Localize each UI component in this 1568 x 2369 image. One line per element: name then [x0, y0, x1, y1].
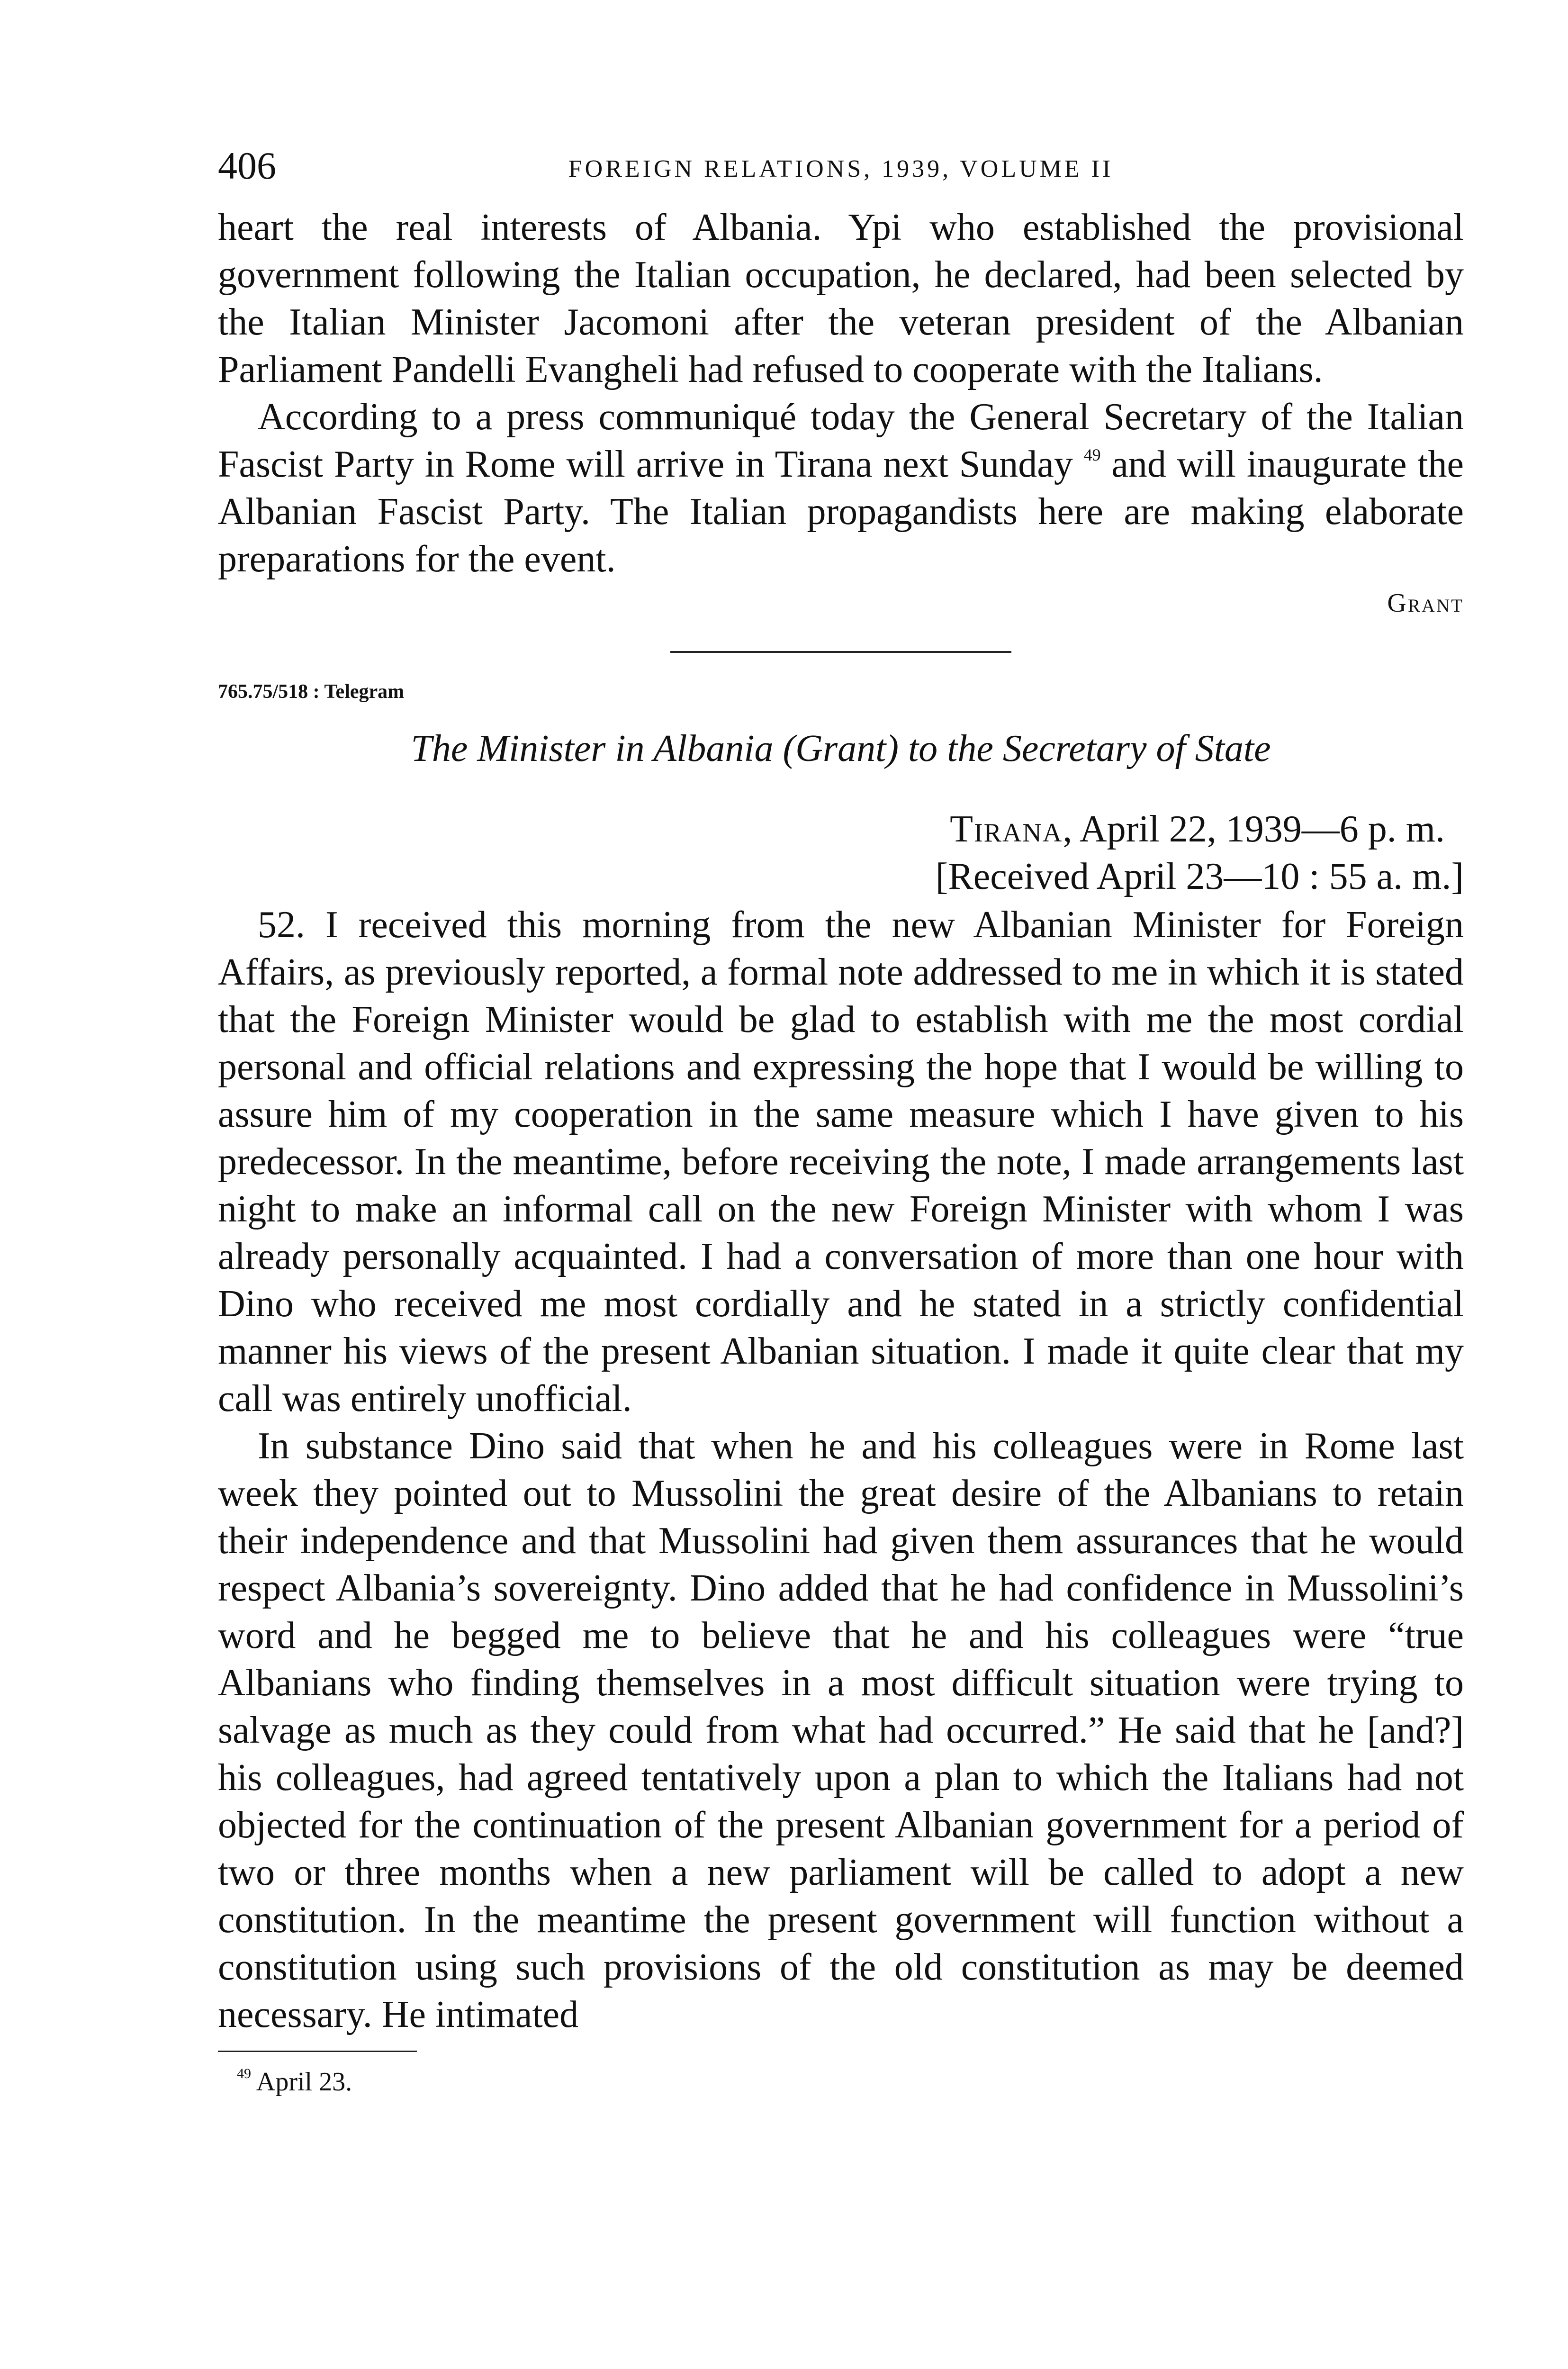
- paragraph-text-after-note: and will inaugurate the Albanian Fascist Party. The Italian propagandists here are making elaborate preparations for the event.: [218, 443, 1464, 580]
- footnote: [237, 2061, 1464, 2103]
- footnote-reference: 49: [1083, 445, 1101, 464]
- received-line: [Received April 23—10 : 55 a. m.]: [935, 856, 1464, 897]
- dateline: [218, 805, 1464, 853]
- dateline-date: , April 22, 1939—6 p. m.: [1063, 808, 1445, 850]
- footnote-text: April 23.: [251, 2067, 352, 2097]
- page-header: [218, 142, 1464, 204]
- document-page: [218, 142, 1464, 2103]
- paragraph-text-before-note: According to a press communiqué today the General Secretary of the Italian Fascist Party in Rome will arrive in Tirana next Sunday: [218, 396, 1464, 485]
- page-number: 406: [218, 144, 276, 187]
- running-head: FOREIGN RELATIONS, 1939, VOLUME II: [568, 155, 1114, 182]
- footnote-rule: [218, 2051, 417, 2052]
- telegram-paragraph-2: In substance Dino said that when he and his colleagues were in Rome last week they pointed out to Mussolini the great desire of the Albanians to retain their independence and that Mussolini had given them assurances that he would respect Albania’s sovereignty. Dino added that he had confidence in Mussolini’s word and he begged me to believe that he and his colleagues were “true Albanians who finding themselves in a most difficult situation were trying to salvage as much as they could from what had occurred.” He said that he [and?] his colleagues, had agreed tentatively upon a plan to which the Italians had not objected for the continuation of the present Albanian government for a period of two or three months when a new parliament will be called to adopt a new constitution. In the meantime the present government will function without a constitution using such provisions of the old constitution as may be deemed necessary. He intimated: [218, 1425, 1464, 2035]
- telegram-paragraph-1: 52. I received this morning from the new Albanian Minister for Foreign Affairs, as previously reported, a formal note addressed to me in which it is stated that the Foreign Minister would be glad to establish with me the most cordial personal and official relations and expressing the hope that I would be willing to assure him of my cooperation in the same measure which I have given to his predecessor. In the meantime, before receiving the note, I made arrangements last night to make an informal call on the new Foreign Minister with whom I was already personally acquainted. I had a conversation of more than one hour with Dino who received me most cordially and he stated in a strictly confidential manner his views of the present Albanian situation. I made it quite clear that my call was entirely unofficial.: [218, 904, 1464, 1420]
- signature: Grant: [1387, 588, 1464, 618]
- telegram-title: The Minister in Albania (Grant) to the Secretary of State: [411, 728, 1271, 769]
- press-communique-paragraph: [218, 393, 1464, 583]
- continued-paragraph: heart the real interests of Albania. Ypi who established the provisional government following the Italian occupation, he declared, had been selected by the Italian Minister Jacomoni after the veteran president of the Albanian Parliament Pandelli Evangheli had refused to cooperate with the Italians.: [218, 207, 1464, 390]
- section-separator: [670, 651, 1011, 653]
- file-reference: 765.75/518 : Telegram: [218, 681, 405, 703]
- dateline-place: Tirana: [950, 808, 1063, 850]
- footnote-marker: 49: [237, 2066, 251, 2081]
